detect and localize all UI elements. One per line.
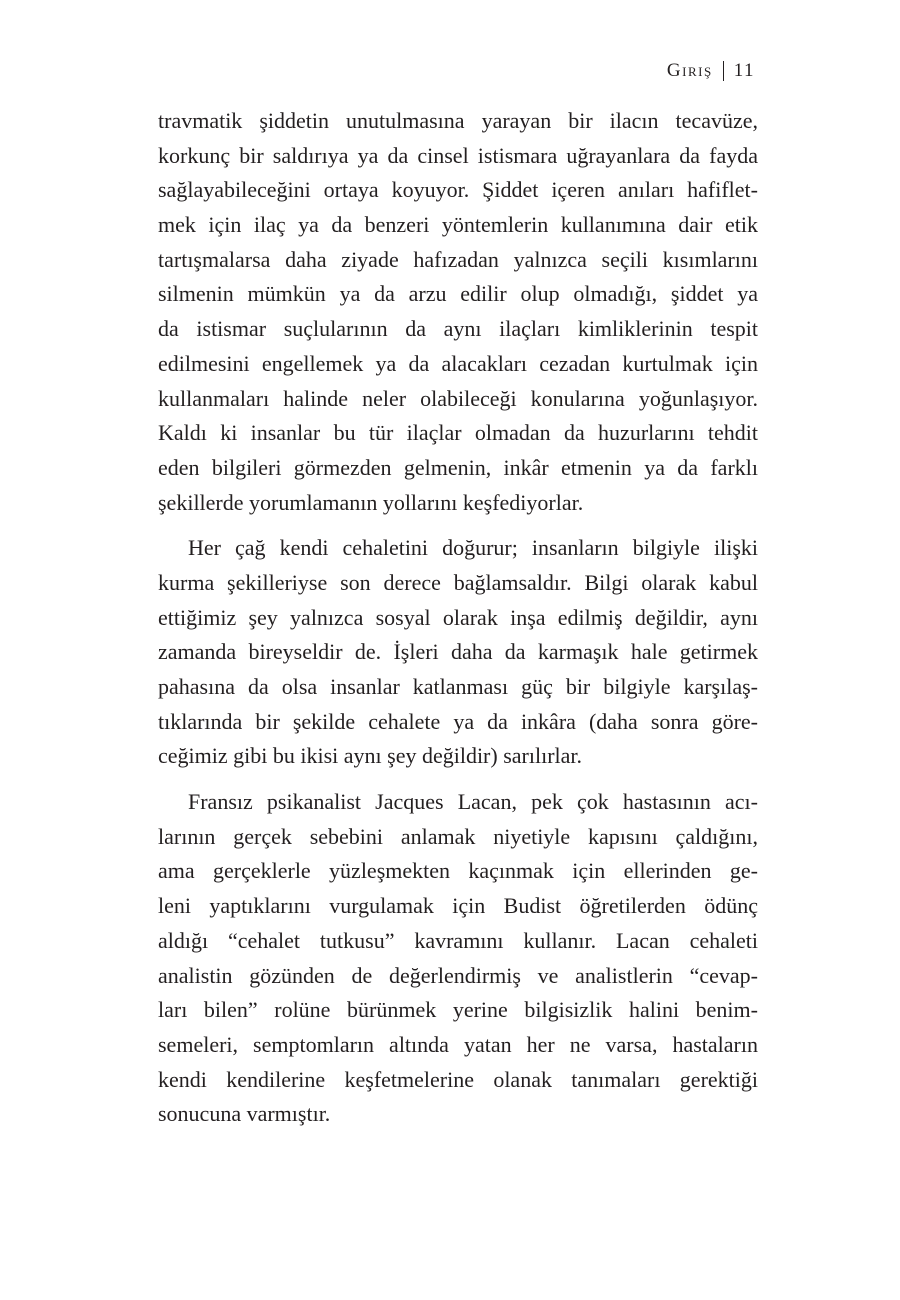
text-line: tartışmalarsa daha ziyade hafızadan yalnızca seçili kısımlarını (158, 246, 758, 272)
text-line: kullanmaları halinde neler olabileceği konularına yoğunlaşıyor. (158, 385, 758, 411)
text-line: edilmesini engellemek ya da alacakları cezadan kurtulmak için (158, 350, 758, 376)
text-line: eden bilgileri görmezden gelmenin, inkâr etmenin ya da farklı (158, 454, 758, 480)
text-line: zamanda bireyseldir de. İşleri daha da karmaşık hale getirmek (158, 639, 758, 665)
text-line: ama gerçeklerle yüzleşmekten kaçınmak için ellerinden ge- (158, 858, 758, 884)
text-line: sağlayabileceğini ortaya koyuyor. Şiddet içeren anıları hafiflet- (158, 177, 758, 203)
text-line: analistin gözünden de değerlendirmiş ve analistlerin “cevap- (158, 962, 758, 988)
text-line: silmenin mümkün ya da arzu edilir olup olmadığı, şiddet ya (158, 281, 758, 307)
text-line: kurma şekilleriyse son derece bağlamsaldır. Bilgi olarak kabul (158, 569, 758, 595)
text-line: Fransız psikanalist Jacques Lacan, pek çok hastasının acı- (188, 789, 758, 815)
running-head (667, 60, 755, 82)
text-line: da istismar suçlularının da aynı ilaçları kimliklerinin tespit (158, 316, 758, 342)
text-line: pahasına da olsa insanlar katlanması güç bir bilgiyle karşılaş- (158, 674, 758, 699)
paragraph-spacing (158, 520, 758, 531)
text-line: kendi kendilerine keşfetmelerine olanak tanımaları gerektiği (158, 1066, 758, 1092)
text-line: travmatik şiddetin unutulmasına yarayan bir ilacın tecavüze, (158, 108, 758, 133)
paragraph-1 (158, 104, 758, 520)
text-line: larının gerçek sebebini anlamak niyetiyle kapısını çaldığını, (158, 823, 758, 849)
text-line: leni yaptıklarını vurgulamak için Budist öğretilerden ödünç (158, 893, 758, 919)
page-number: 11 (733, 60, 755, 81)
paragraph-3 (158, 785, 758, 1132)
text-line: ettiğimiz şey yalnızca sosyal olarak inşa edilmiş değildir, aynı (158, 604, 758, 630)
text-line: tıklarında bir şekilde cehalete ya da inkâra (daha sonra göre- (158, 708, 758, 734)
paragraph-2 (158, 531, 758, 774)
text-line: sonucuna varmıştır. (158, 1101, 331, 1127)
text-line: şekillerde yorumlamanın yollarını keşfediyorlar. (158, 489, 584, 515)
text-line: Her çağ kendi cehaletini doğurur; insanların bilgiyle ilişki (188, 535, 758, 561)
header-divider (723, 61, 724, 81)
text-line: Kaldı ki insanlar bu tür ilaçlar olmadan da huzurlarını tehdit (158, 420, 758, 446)
body-text (158, 104, 758, 1132)
text-line: mek için ilaç ya da benzeri yöntemlerin kullanımına dair etik (158, 212, 758, 238)
text-line: semeleri, semptomların altında yatan her ne varsa, hastaların (158, 1031, 758, 1057)
text-line: ları bilen” rolüne bürünmek yerine bilgisizlik halini benim- (158, 997, 758, 1023)
text-line: korkunç bir saldırıya ya da cinsel istismara uğrayanlara da fayda (158, 142, 758, 168)
text-line: aldığı “cehalet tutkusu” kavramını kullanır. Lacan cehaleti (158, 927, 758, 953)
text-line: ceğimiz gibi bu ikisi aynı şey değildir) sarılırlar. (158, 743, 583, 769)
section-title: Giriş (666, 60, 713, 81)
paragraph-spacing (158, 774, 758, 785)
